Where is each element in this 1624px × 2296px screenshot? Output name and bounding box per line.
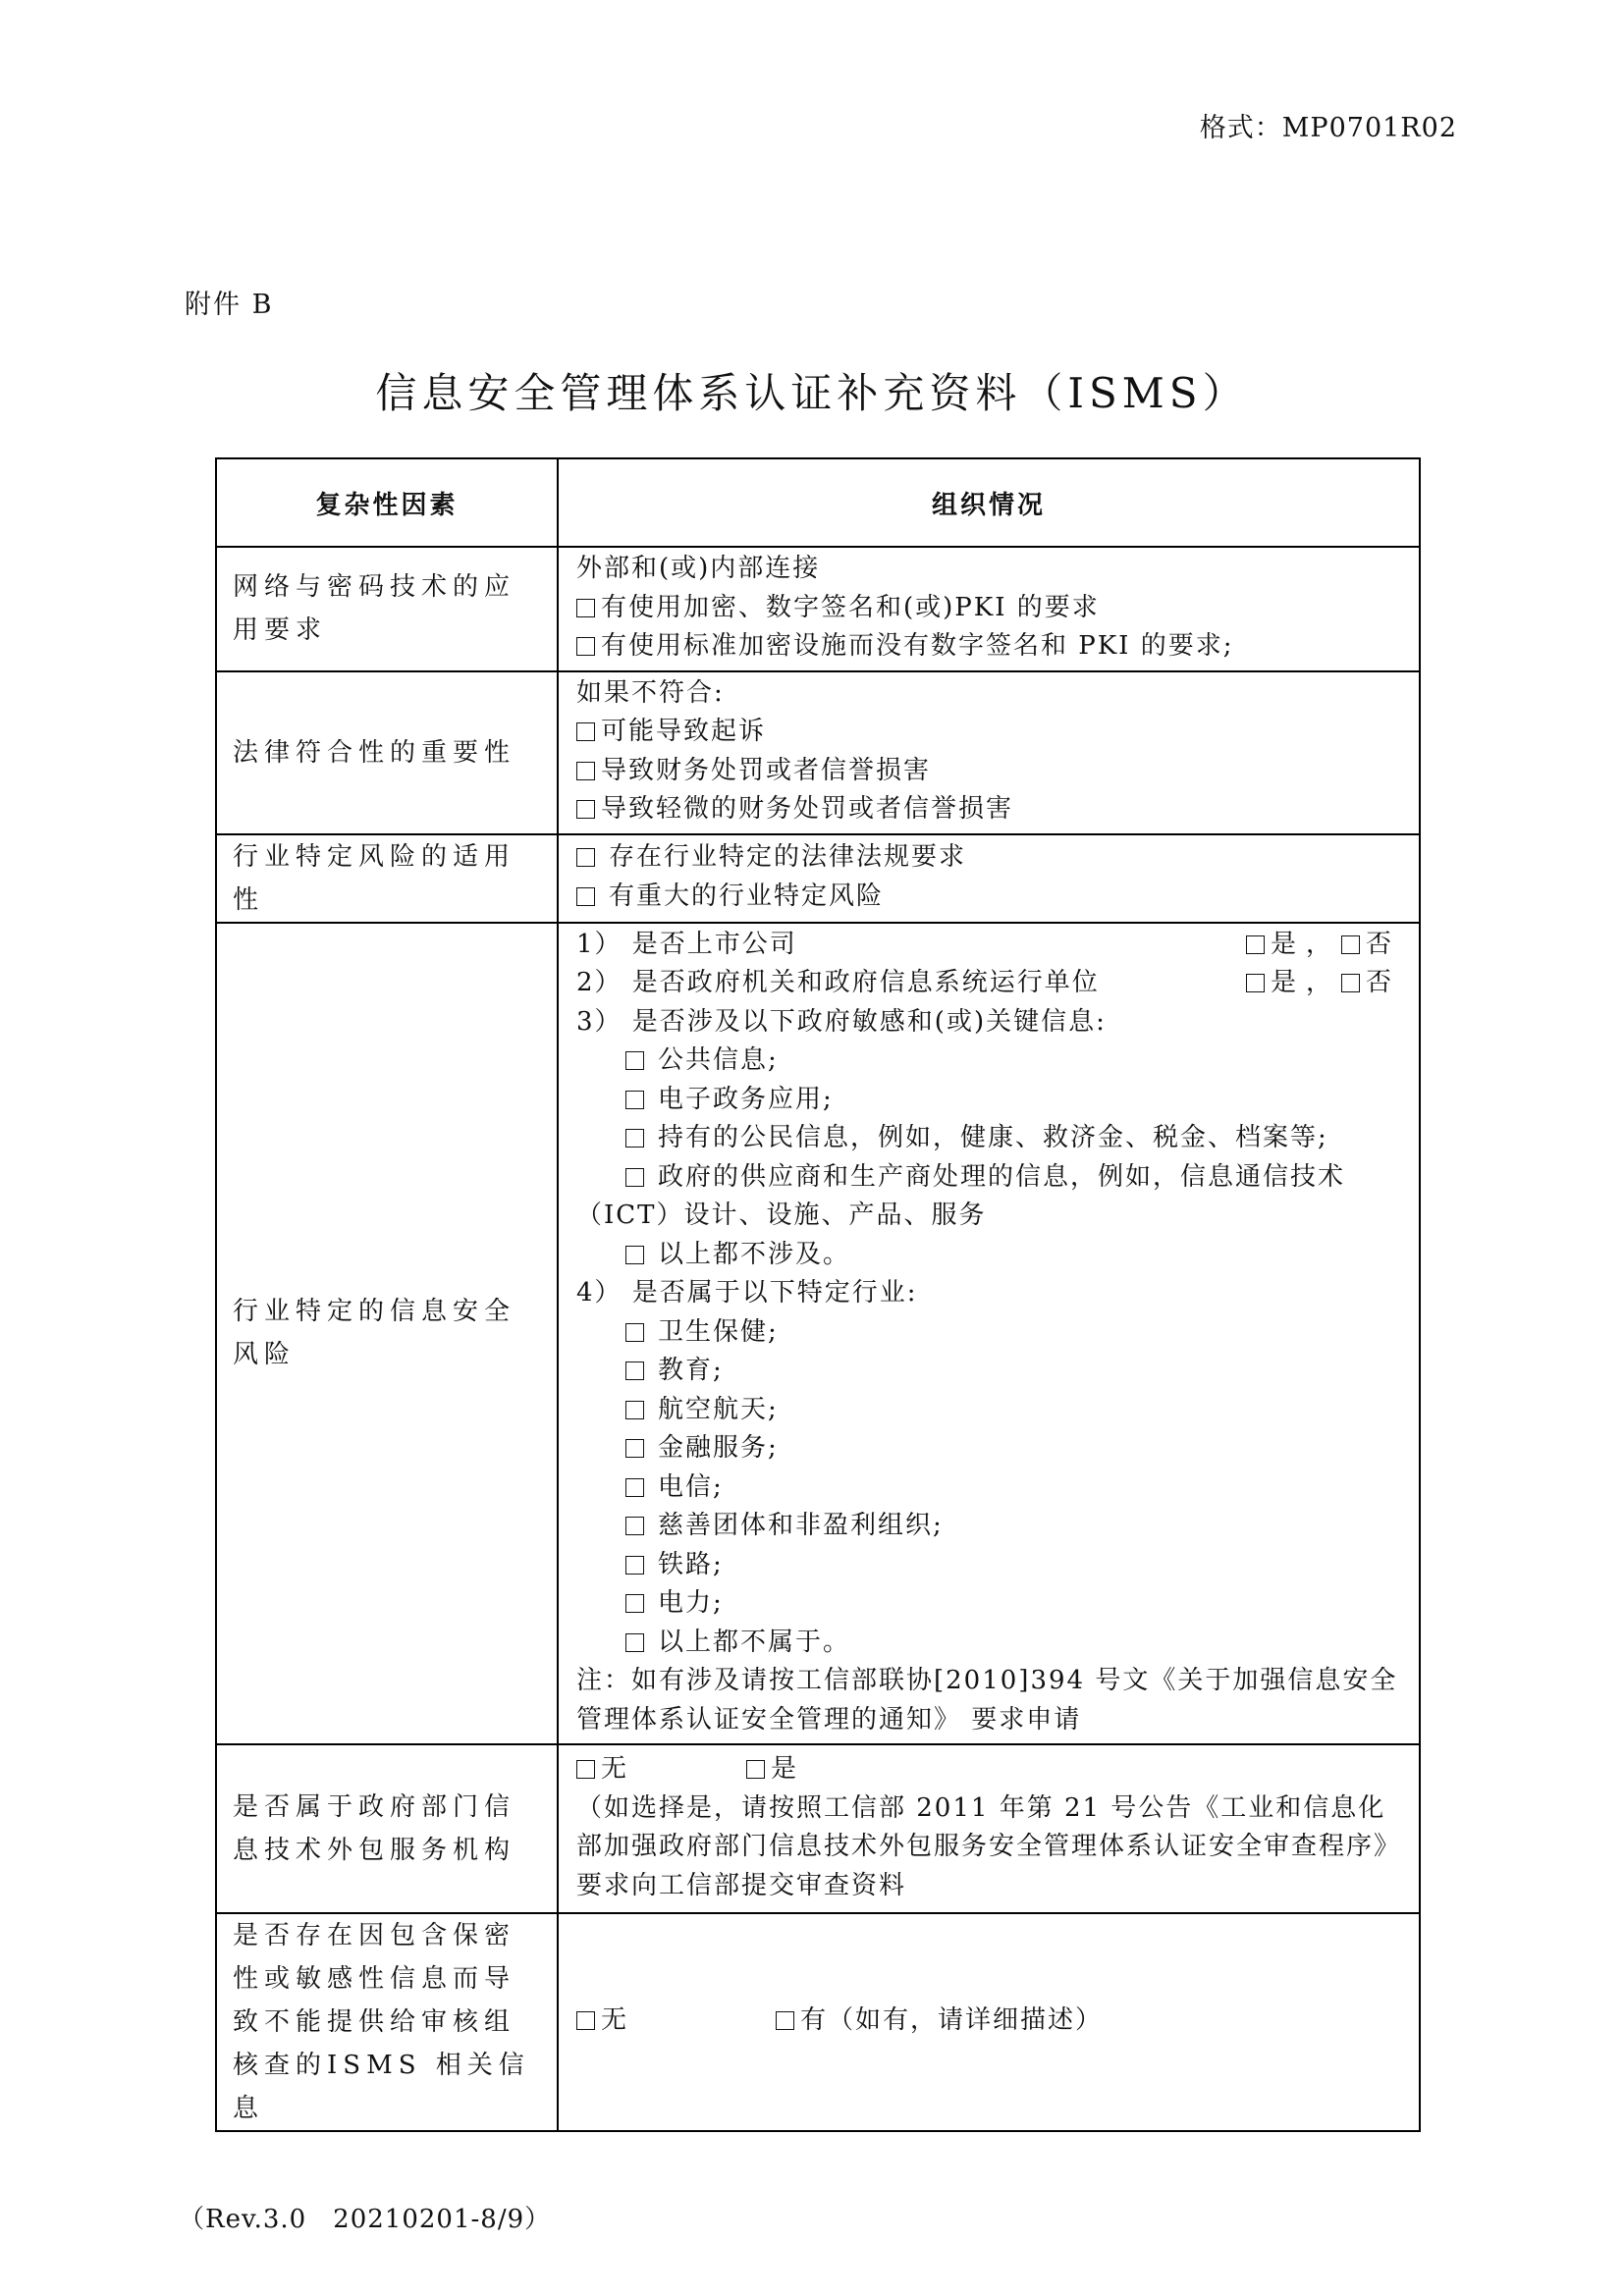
checkbox-icon[interactable] (625, 1633, 644, 1652)
question-specific-industry: 4） 是否属于以下特定行业: (576, 1278, 918, 1308)
checkbox-icon[interactable] (625, 1517, 644, 1535)
option-continuation: （ICT）设计、设施、产品、服务 (576, 1201, 987, 1230)
revision-footer: （Rev.3.0 20210201-8/9） (179, 2205, 552, 2234)
outsourcing-choice (576, 1750, 1405, 1789)
factor-cell: 是否存在因包含保密性或敏感性信息而导致不能提供给审核组核查的ISMS 相关信息 (216, 1913, 558, 2131)
checkbox-option[interactable]: 铁路; (576, 1546, 1405, 1585)
situation-cell (558, 1913, 1420, 2131)
checkbox-option[interactable]: 是 (746, 1750, 798, 1789)
factor-cell: 行业特定风险的适用性 (216, 834, 558, 923)
checkbox-icon[interactable] (625, 1091, 644, 1109)
checkbox-icon[interactable] (625, 1478, 644, 1497)
checkbox-icon[interactable] (1341, 974, 1360, 992)
checkbox-icon[interactable] (776, 2011, 794, 2030)
col-header-factor: 复杂性因素 (216, 458, 558, 547)
checkbox-option[interactable]: 有（如有，请详细描述） (776, 2002, 1103, 2041)
checkbox-option[interactable]: 航空航天; (576, 1391, 1405, 1430)
checkbox-icon[interactable] (625, 1594, 644, 1613)
checkbox-option[interactable]: 金融服务; (576, 1429, 1405, 1468)
situation-cell (558, 923, 1420, 1745)
checkbox-icon[interactable] (625, 1439, 644, 1458)
situation-cell (558, 671, 1420, 834)
checkbox-option[interactable]: 无 (576, 2002, 628, 2041)
attachment-label: 附件 B (185, 290, 274, 320)
industry-note: 注：如有涉及请按工信部联协[2010]394 号文《关于加强信息安全管理体系认证安全管理的通知》 要求申请 (576, 1666, 1398, 1735)
checkbox-icon[interactable] (625, 1129, 644, 1148)
table-row (216, 1913, 1420, 2131)
checkbox-icon[interactable] (1246, 974, 1265, 992)
question-listed-company: 1） 是否上市公司 是 ， 否 (576, 926, 1405, 965)
checkbox-icon[interactable] (625, 1362, 644, 1380)
checkbox-icon[interactable] (625, 1556, 644, 1575)
checkbox-option[interactable]: 电子政务应用; (576, 1081, 1405, 1120)
checkbox-icon[interactable] (1341, 935, 1360, 954)
confidential-choice (576, 2002, 1405, 2041)
checkbox-option[interactable]: 电力; (576, 1584, 1405, 1624)
situation-intro: 如果不符合: (576, 677, 725, 708)
checkbox-icon[interactable] (576, 800, 595, 819)
checkbox-option[interactable]: 政府的供应商和生产商处理的信息，例如，信息通信技术 (576, 1158, 1405, 1198)
factor-cell: 行业特定的信息安全风险 (216, 923, 558, 1745)
checkbox-option[interactable]: 持有的公民信息，例如，健康、救济金、税金、档案等; (576, 1119, 1405, 1158)
factor-cell: 是否属于政府部门信息技术外包服务机构 (216, 1744, 558, 1913)
situation-cell (558, 1744, 1420, 1913)
checkbox-icon[interactable] (576, 762, 595, 780)
checkbox-option[interactable]: 公共信息; (576, 1041, 1405, 1081)
table-row (216, 547, 1420, 671)
table-header-row (216, 458, 1420, 547)
question-sensitive-info: 3） 是否涉及以下政府敏感和(或)关键信息: (576, 1006, 1107, 1037)
checkbox-icon[interactable] (625, 1168, 644, 1187)
checkbox-option[interactable]: 以上都不涉及。 (576, 1236, 1405, 1275)
checkbox-option[interactable]: 慈善团体和非盈利组织; (576, 1507, 1405, 1546)
checkbox-icon[interactable] (576, 848, 595, 867)
checkbox-option[interactable]: 无 (576, 1750, 628, 1789)
checkbox-option[interactable]: 以上都不属于。 (576, 1624, 1405, 1663)
checkbox-option[interactable]: 电信; (576, 1468, 1405, 1508)
yes-no-choice: 是 ， 否 (1246, 964, 1405, 1003)
table-row (216, 923, 1420, 1745)
checkbox-option[interactable]: 存在行业特定的法律法规要求 (576, 838, 1405, 878)
checkbox-option[interactable]: 导致轻微的财务处罚或者信誉损害 (576, 790, 1405, 829)
checkbox-icon[interactable] (576, 1760, 595, 1779)
yes-no-choice: 是 ， 否 (1246, 926, 1405, 965)
factor-cell: 法律符合性的重要性 (216, 671, 558, 834)
table-row (216, 1744, 1420, 1913)
checkbox-option[interactable]: 可能导致起诉 (576, 713, 1405, 752)
checkbox-icon[interactable] (576, 599, 595, 617)
factor-cell: 网络与密码技术的应用要求 (216, 547, 558, 671)
checkbox-icon[interactable] (625, 1246, 644, 1264)
format-code: 格式：MP0701R02 (1199, 113, 1457, 143)
table-row (216, 834, 1420, 923)
checkbox-icon[interactable] (576, 887, 595, 906)
page-title: 信息安全管理体系认证补充资料（ISMS） (375, 369, 1249, 417)
col-header-situation: 组织情况 (558, 458, 1420, 547)
checkbox-option[interactable]: 导致财务处罚或者信誉损害 (576, 752, 1405, 791)
checkbox-icon[interactable] (1246, 935, 1265, 954)
situation-cell (558, 547, 1420, 671)
situation-cell (558, 834, 1420, 923)
checkbox-icon[interactable] (576, 2011, 595, 2030)
checkbox-option[interactable]: 教育; (576, 1352, 1405, 1391)
checkbox-icon[interactable] (625, 1323, 644, 1342)
checkbox-option[interactable]: 有重大的行业特定风险 (576, 878, 1405, 917)
checkbox-icon[interactable] (625, 1401, 644, 1419)
checkbox-option[interactable]: 卫生保健; (576, 1313, 1405, 1353)
checkbox-icon[interactable] (576, 637, 595, 656)
checkbox-icon[interactable] (746, 1760, 765, 1779)
situation-intro: 外部和(或)内部连接 (576, 554, 821, 583)
isms-supplement-table (215, 457, 1421, 2132)
checkbox-icon[interactable] (625, 1051, 644, 1070)
checkbox-option[interactable]: 有使用加密、数字签名和(或)PKI 的要求 (576, 589, 1405, 628)
question-government-unit: 2） 是否政府机关和政府信息系统运行单位 是 ， 否 (576, 964, 1405, 1003)
table-row (216, 671, 1420, 834)
outsourcing-note: （如选择是，请按照工信部 2011 年第 21 号公告《工业和信息化部加强政府部门信息技术外包服务安全管理体系认证安全审查程序》要求向工信部提交审查资料 (576, 1792, 1402, 1900)
checkbox-icon[interactable] (576, 722, 595, 741)
checkbox-option[interactable]: 有使用标准加密设施而没有数字签名和 PKI 的要求; (576, 627, 1405, 667)
